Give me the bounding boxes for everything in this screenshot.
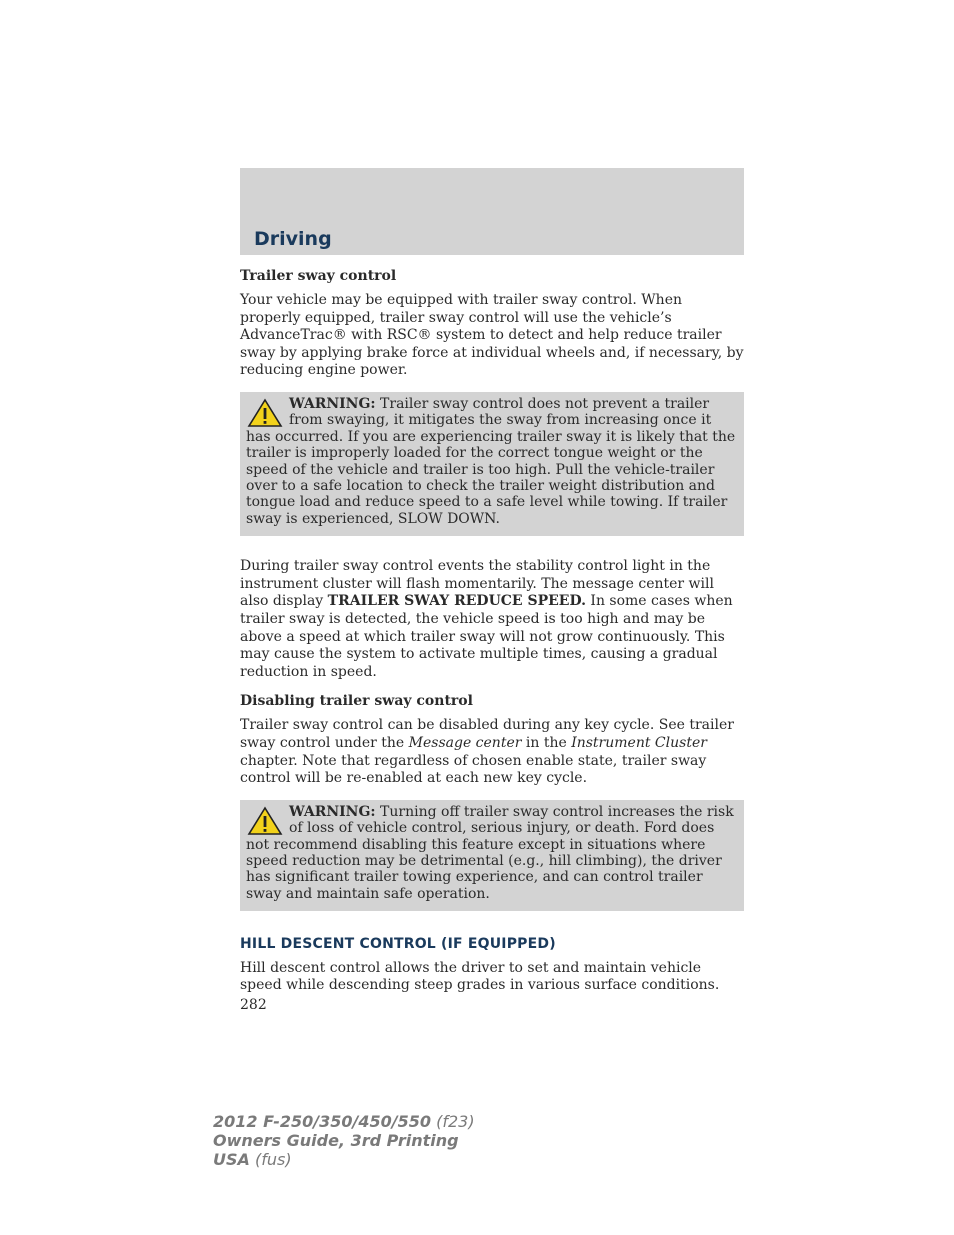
hill-descent-text: Hill descent control allows the driver to set and maintain vehicle speed while descending steep grades in various surface conditions. <box>240 960 720 993</box>
message-center-ref: Message center <box>408 734 522 751</box>
page-content <box>240 268 744 1014</box>
document-footer <box>213 1112 475 1169</box>
section-header-band <box>240 168 744 255</box>
section-title: Driving <box>254 228 332 250</box>
disabling-heading: Disabling trailer sway control <box>240 693 473 710</box>
footer-line-2: Owners Guide, 3rd Printing <box>213 1131 459 1150</box>
warning-triangle-icon <box>247 398 283 428</box>
warning-box-2 <box>240 800 744 911</box>
warning-label: WARNING: <box>289 395 376 412</box>
disabling-text-part: chapter. Note that regardless of chosen enable state, trailer sway control will be re-enabled at each new key cycle. <box>240 752 707 787</box>
footer-line-3: USA (fus) <box>213 1150 292 1169</box>
trailer-sway-intro: Your vehicle may be equipped with trailer sway control. When properly equipped, trailer sway control will use the vehicle’s AdvanceTrac® with RSC® system to detect and help reduce trailer sway by applying brake force at individual wheels and, if necessary, by reducing engine power. <box>240 292 744 379</box>
hill-descent-heading: HILL DESCENT CONTROL (IF EQUIPPED) <box>240 936 556 953</box>
disabling-text-part: in the <box>521 734 572 751</box>
warning-box-1 <box>240 392 744 536</box>
footer-line-1: 2012 F-250/350/450/550 (f23) <box>213 1112 475 1131</box>
warning-label: WARNING: <box>289 803 376 820</box>
page-number: 282 <box>240 997 267 1013</box>
warning-triangle-icon <box>247 806 283 836</box>
trailer-sway-heading: Trailer sway control <box>240 268 397 284</box>
warning-text: Turning off trailer sway control increases the risk of loss of vehicle control, serious injury, or death. Ford does not recommend disabling this feature except in situations where speed reduction may be detrimental (e.g., hill climbing), the driver has significant trailer towing experience, and can control trailer sway and maintain safe operation. <box>246 803 734 902</box>
warning-text: Trailer sway control does not prevent a trailer from swaying, it mitigates the sway from increasing once it has occurred. If you are experiencing trailer sway it is likely that the trailer is improperly loaded for the correct tongue weight or the speed of the vehicle and trailer is too high. Pull the vehicle-trailer over to a safe location to check the trailer weight distribution and tongue load and reduce speed to a safe level while towing. If trailer sway is experienced, SLOW DOWN. <box>246 395 736 527</box>
trailer-sway-events <box>240 558 744 681</box>
instrument-cluster-ref: Instrument Cluster <box>571 734 707 751</box>
message-center-text: TRAILER SWAY REDUCE SPEED. <box>327 593 586 610</box>
disabling-text <box>240 717 744 787</box>
events-text: During trailer sway control events the stability control light in the instrument cluster will flash momentarily. The message center will also display <box>240 558 714 610</box>
events-text-cont: In some cases when trailer sway is detected, the vehicle speed is too high and may be above a speed at which trailer sway will not grow continuously. This may cause the system to activate multiple times, causing a gradual reduction in speed. <box>240 593 733 680</box>
disabling-text-part: Trailer sway control can be disabled during any key cycle. See trailer sway control under the <box>240 717 734 751</box>
